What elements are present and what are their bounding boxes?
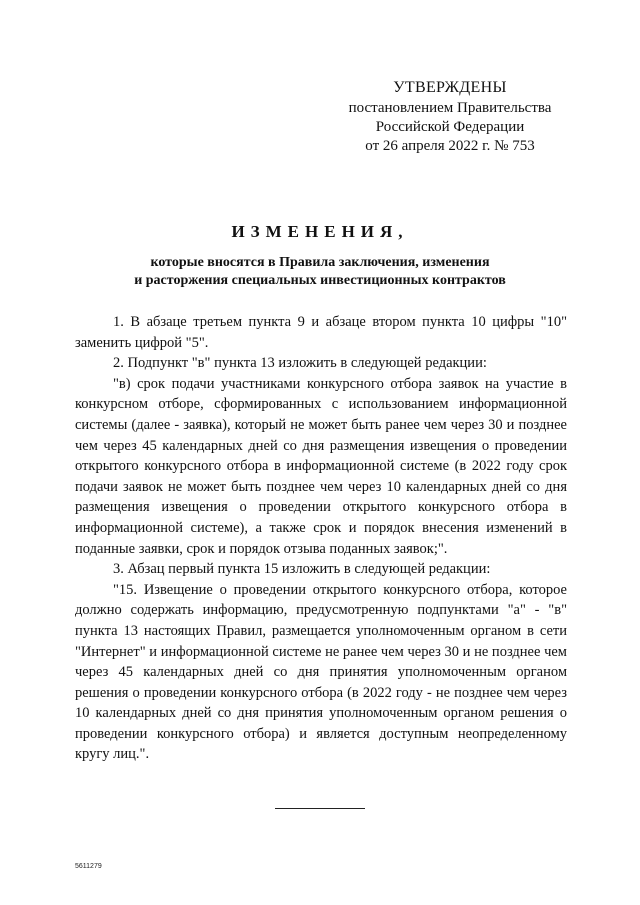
paragraph-2: 2. Подпункт "в" пункта 13 изложить в следующей редакции: [113, 355, 487, 372]
paragraph-1: 1. В абзаце третьем пункта 9 и абзаце втором пункта 10 цифры "10" заменить цифрой "5". [75, 314, 567, 351]
paragraph-4: 3. Абзац первый пункта 15 изложить в следующей редакции: [113, 561, 491, 578]
document-subtitle [60, 254, 580, 290]
document-body [75, 312, 567, 765]
document-number: 5611279 [75, 863, 102, 870]
separator-line [275, 808, 365, 809]
subtitle-line-2: и расторжения специальных инвестиционных контрактов [134, 273, 506, 288]
subtitle-line-1: которые вносятся в Правила заключения, изменения [150, 255, 490, 270]
approval-line-1: постановлением Правительства [348, 100, 552, 116]
document-title: ИЗМЕНЕНИЯ, [231, 222, 409, 241]
approval-block [330, 78, 570, 156]
approval-line-3: от 26 апреля 2022 г. № 753 [365, 138, 535, 154]
approval-heading: УТВЕРЖДЕНЫ [393, 79, 507, 96]
approval-line-2: Российской Федерации [375, 119, 525, 135]
paragraph-3: "в) срок подачи участниками конкурсного отбора заявок на участие в конкурсном отборе, сформированных с использованием информационной системы (далее - заявка), который не может быть ранее чем через 30 и позднее чем через 45 календарных дней со дня размещения извещения о проведении открытого конкурсного отбора в информационной системе (в 2022 году срок подачи заявок не может быть позднее чем через 10 календарных дней со дня размещения извещения о проведении открытого конкурсного отбора в информационной системе), а также срок и порядок внесения изменений в поданные заявки, срок и порядок отзыва поданных заявок;". [75, 375, 567, 557]
paragraph-5: "15. Извещение о проведении открытого конкурсного отбора, которое должно содержать информацию, предусмотренную подпунктами "а" - "в" пункта 13 настоящих Правил, размещается уполномоченным органом в сети "Интернет" и информационной системе не ранее чем через 30 и не позднее чем через 45 календарных дней со дня принятия уполномоченным органом решения о проведении конкурсного отбора (в 2022 году - не позднее чем через 10 календарных дней со дня принятия уполномоченным органом решения о проведении конкурсного отбора) и является доступным неопределенному кругу лиц.". [75, 581, 567, 763]
